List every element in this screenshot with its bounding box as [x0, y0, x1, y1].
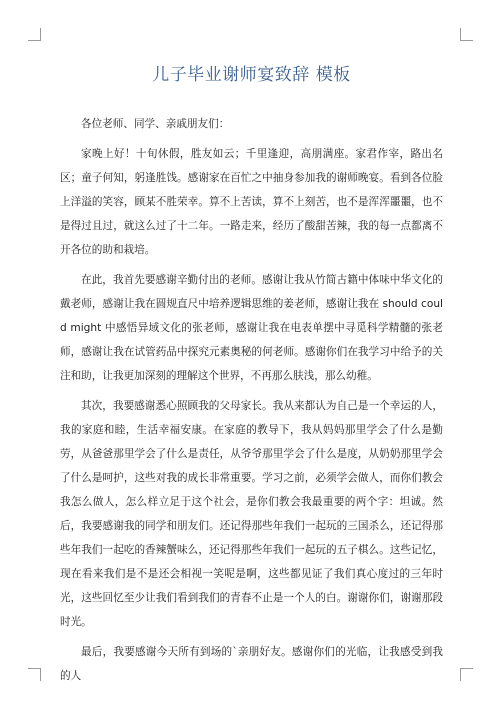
- document-page: [60, 62, 443, 694]
- crop-mark-bottom-right: [460, 668, 473, 681]
- crop-mark-top-left: [28, 28, 41, 41]
- paragraph-opening: 家晚上好！十旬休假，胜友如云；千里逢迎，高朋满座。家君作宰，路出名区；童子何知，躬逢胜饯。感谢家在百忙之中抽身参加我的谢师晚宴。看到各位脸上洋溢的笑容，顾某不胜荣幸。算不上苦读，算不上刻苦，也不是浑浑噩噩，也不是得过且过，就这么过了十二年。一路走来，经历了酸甜苦辣，我的每一点都离不开各位的助和栽培。: [60, 148, 443, 256]
- salutation: 各位老师、同学、亲戚朋友们：: [81, 118, 230, 130]
- document-title: 儿子毕业谢师宴致辞 模板: [152, 65, 351, 85]
- paragraph-teachers: 在此，我首先要感谢辛勤付出的老师。感谢让我从竹简古籍中体味中华文化的戴老师，感谢让我在圆规直尺中培养逻辑思维的姜老师，感谢让我在 should could might 中感悟异域文化的张老师，感谢让我在电表单摆中寻觅科学精髓的张老师，感谢让我在试管药品中探究元素奥秘的何老师。感谢你们在我学习中给予的关注和助，让我更加深刻的理解这个世界，不再那么肤浅，那么幼稚。: [60, 274, 443, 382]
- paragraph-closing: 最后，我要感谢今天所有到场的`亲朋好友。感谢你们的光临，让我感受到我的人: [60, 646, 443, 682]
- crop-mark-bottom-left: [28, 668, 41, 681]
- paragraph-parents-friends: 其次，我要感谢悉心照顾我的父母家长。我从来都认为自己是一个幸运的人，我的家庭和睦，生活幸福安康。在家庭的教导下，我从妈妈那里学会了什么是勤劳，从爸爸那里学会了什么是责任，从爷爷那里学会了什么是度，从奶奶那里学会了什么是呵护，这些对我的成长非常重要。学习之前，必须学会做人，而你们教会我怎么做人，怎么样立足于这个社会，是你们教会我最重要的两个字：坦诚。然后，我要感谢我的同学和朋友们。还记得那些年我们一起玩的三国杀么，还记得那些年我们一起吃的香辣蟹味么，还记得那些年我们一起玩的五子棋么。这些记忆，现在看来我们是不是还会相视一笑呢是啊，这些都见证了我们真心度过的三年时光，这些回忆至少让我们看到我们的青春不止是一个人的白。谢谢你们，谢谢那段时光。: [60, 400, 443, 628]
- crop-mark-top-right: [460, 28, 473, 41]
